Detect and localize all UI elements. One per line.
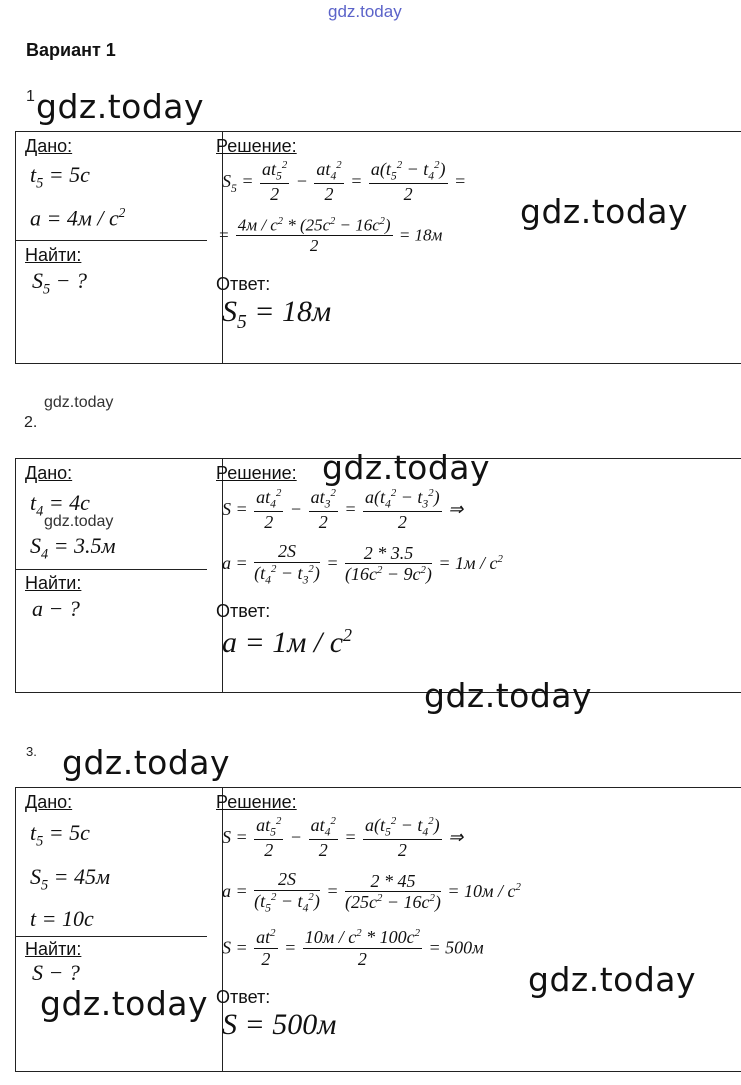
answer-formula: S = 500м [222, 1008, 337, 1041]
solution-formula: = $\frac{4м / c^2 * (25c^2 - 16c^2)}{2}$ = 18м [218, 215, 443, 256]
solution-formula: S = $\frac{at_4^2}{2}$ − $\frac{at_3^2}{2}$ = $\frac{a(t_4^2 - t_3^2)}{2}$ ⇒ [222, 487, 464, 533]
solution-label: Решение: [216, 792, 297, 812]
answer-label: Ответ: [216, 601, 271, 621]
find-label: Найти: [25, 939, 82, 959]
given-formula: $t_4 = 4c$ [30, 490, 90, 520]
given-formula: $a = 4м / c^2$ [30, 205, 126, 231]
solution-formula: a = $\frac{2S}{(t_4^2 - t_3^2)}$ = $\frac{2 * 3.5}{(16c^2 - 9c^2)}$ = $1м / c^2$ [222, 541, 503, 587]
divider [16, 240, 207, 241]
find-formula: S − ? [32, 960, 80, 985]
find-label: Найти: [25, 573, 82, 593]
given-label: Дано: [25, 463, 73, 483]
watermark: gdz.today [528, 960, 697, 999]
solution-label: Решение: [216, 463, 297, 483]
watermark: gdz.today [40, 984, 209, 1023]
watermark: gdz.today [520, 192, 689, 231]
given-label: Дано: [25, 136, 73, 156]
watermark: gdz.today [44, 394, 114, 411]
solution-label: Решение: [216, 136, 297, 156]
watermark: gdz.today [322, 448, 491, 487]
given-formula: t = 10c [30, 906, 94, 931]
answer-formula: $a = 1м / c^2$ [222, 625, 353, 659]
solution-formula: S = $\frac{at^2}{2}$ = $\frac{10м / c^2 * 100c^2}{2}$ = 500м [222, 927, 484, 969]
problem-1-number: 1 [26, 88, 35, 105]
problem-3-number: 3. [26, 744, 37, 759]
problem-2-number: 2. [24, 414, 38, 431]
find-label: Найти: [25, 245, 82, 265]
answer-formula: $S_5 = 18м$ [222, 295, 332, 333]
answer-label: Ответ: [216, 987, 271, 1007]
given-formula: $S_4 = 3.5м$ [30, 533, 116, 563]
watermark: gdz.today [424, 676, 593, 715]
given-formula: $S_5 = 45м$ [30, 864, 111, 894]
find-formula: a − ? [32, 596, 80, 621]
watermark: gdz.today [62, 743, 231, 782]
solution-formula: $S_5$ = $\frac{at_5^2}{2}$ − $\frac{at_4^2}{2}$ = $\frac{a(t_5^2 - t_4^2)}{2}$ = [222, 159, 467, 205]
solution-formula: S = $\frac{at_5^2}{2}$ − $\frac{at_4^2}{2}$ = $\frac{a(t_5^2 - t_4^2)}{2}$ ⇒ [222, 815, 464, 861]
given-formula: $t_5 = 5c$ [30, 820, 90, 850]
watermark: gdz.today [44, 513, 114, 530]
given-label: Дано: [25, 792, 73, 812]
given-formula: $t_5 = 5c$ [30, 162, 90, 192]
watermark-top: gdz.today [328, 2, 402, 21]
watermark: gdz.today [36, 87, 205, 126]
variant-title: Вариант 1 [26, 40, 116, 60]
answer-label: Ответ: [216, 274, 271, 294]
find-formula: $S_5$ − ? [32, 268, 88, 298]
solution-formula: a = $\frac{2S}{(t_5^2 - t_4^2)}$ = $\frac{2 * 45}{(25c^2 - 16c^2)}$ = $10м / c^2$ [222, 869, 521, 915]
divider [16, 936, 207, 937]
divider [16, 569, 207, 570]
